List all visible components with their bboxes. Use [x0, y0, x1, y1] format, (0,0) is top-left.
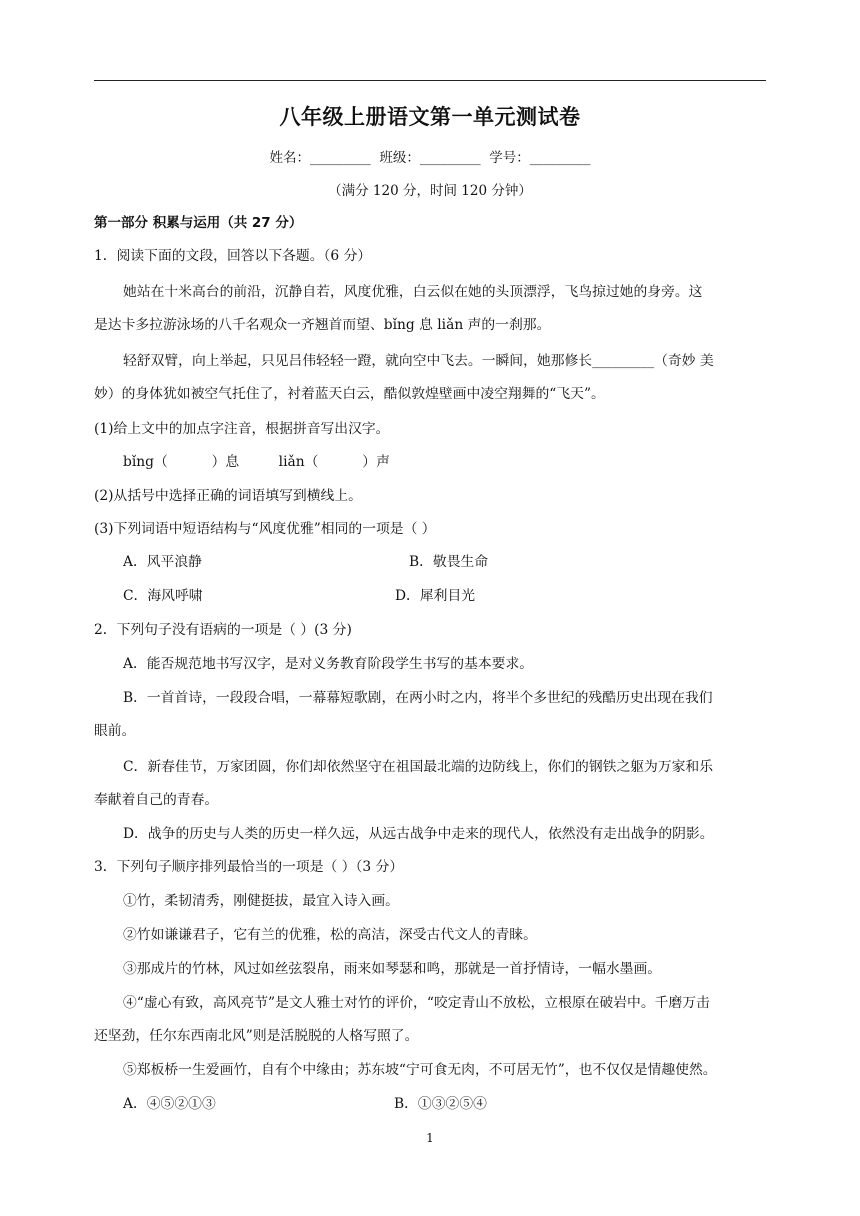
- sentence-5: ⑤郑板桥一生爱画竹，自有个中缘由；苏东坡“宁可食无肉，不可居无竹”，也不仅仅是情趣使然。: [123, 1062, 717, 1078]
- passage-line: 是达卡多拉游泳场的八千名观众一齐翘首而望、bǐng 息 liǎn 声的一刹那。: [94, 317, 551, 333]
- header-rule: [94, 80, 766, 81]
- question-1-stem: 1．阅读下面的文段，回答以下各题。（6 分）: [94, 248, 372, 264]
- sentence-1: ①竹，柔韧清秀，刚健挺拔，最宜入诗入画。: [123, 893, 399, 909]
- page-number: 1: [426, 1131, 434, 1145]
- exam-title: 八年级上册语文第一单元测试卷: [279, 105, 581, 129]
- subquestion-2: (2)从括号中选择正确的词语填写到横线上。: [94, 488, 362, 504]
- option-b: B．一首首诗，一段段合唱，一幕幕短歌剧，在两小时之内，将半个多世纪的残酷历史出现在我们: [123, 690, 713, 706]
- option-a: A．能否规范地书写汉字，是对义务教育阶段学生书写的基本要求。: [123, 656, 534, 672]
- option-c-continued: 奉献着自己的青春。: [94, 792, 219, 808]
- sentence-3: ③那成片的竹林，风过如丝弦裂帛，雨来如琴瑟和鸣，那就是一首抒情诗，一幅水墨画。: [123, 961, 662, 977]
- score-time-note: （满分 120 分，时间 120 分钟）: [328, 183, 532, 199]
- option-b: B．①③②⑤④: [394, 1096, 487, 1112]
- section-heading: 第一部分 积累与运用（共 27 分）: [94, 215, 303, 231]
- option-b: B．敬畏生命: [409, 554, 489, 570]
- student-info-line: 姓名：_________ 班级：_________ 学号：_________: [269, 150, 591, 166]
- subquestion-1: (1)给上文中的加点字注音，根据拼音写出汉字。: [94, 421, 390, 437]
- passage-line: 她站在十米高台的前沿，沉静自若，风度优雅，白云似在她的头顶漂浮，飞鸟掠过她的身旁。这: [123, 284, 703, 300]
- option-b-continued: 眼前。: [94, 723, 136, 739]
- option-c: C．新春佳节，万家团圆，你们却依然坚守在祖国最北端的边防线上，你们的钢铁之躯为万家和乐: [123, 759, 714, 775]
- option-d: D．犀利目光: [395, 588, 476, 604]
- sentence-2: ②竹如谦谦君子，它有兰的优雅，松的高洁，深受古代文人的青睐。: [123, 927, 537, 943]
- passage-line: 轻舒双臂，向上举起，只见吕伟轻轻一蹬，就向空中飞去。一瞬间，她那修长_________（奇妙 美: [123, 353, 714, 369]
- sentence-4: ④“虚心有致，高风亮节”是文人雅士对竹的评价，“咬定青山不放松，立根原在破岩中。千磨万击: [123, 995, 710, 1011]
- option-a: A．④⑤②①③: [123, 1096, 216, 1112]
- option-c: C．海风呼啸: [123, 588, 203, 604]
- sentence-4-continued: 还坚劲，任尔东西南北风”则是活脱脱的人格写照了。: [94, 1028, 419, 1044]
- passage-line: 妙）的身体犹如被空气托住了，衬着蓝天白云，酷似敦煌壁画中凌空翔舞的“飞天”。: [94, 386, 605, 402]
- option-d: D．战争的历史与人类的历史一样久远，从远古战争中走来的现代人，依然没有走出战争的阴影。: [123, 826, 714, 842]
- option-a: A．风平浪静: [123, 554, 202, 570]
- pinyin-blanks: bǐng（ ）息 liǎn（ ）声: [123, 454, 390, 470]
- subquestion-3: (3)下列词语中短语结构与“风度优雅”相同的一项是（ ）: [94, 521, 436, 537]
- question-2-stem: 2．下列句子没有语病的一项是（ ）(3 分): [94, 622, 352, 638]
- question-3-stem: 3．下列句子顺序排列最恰当的一项是（ ）（3 分）: [94, 859, 404, 875]
